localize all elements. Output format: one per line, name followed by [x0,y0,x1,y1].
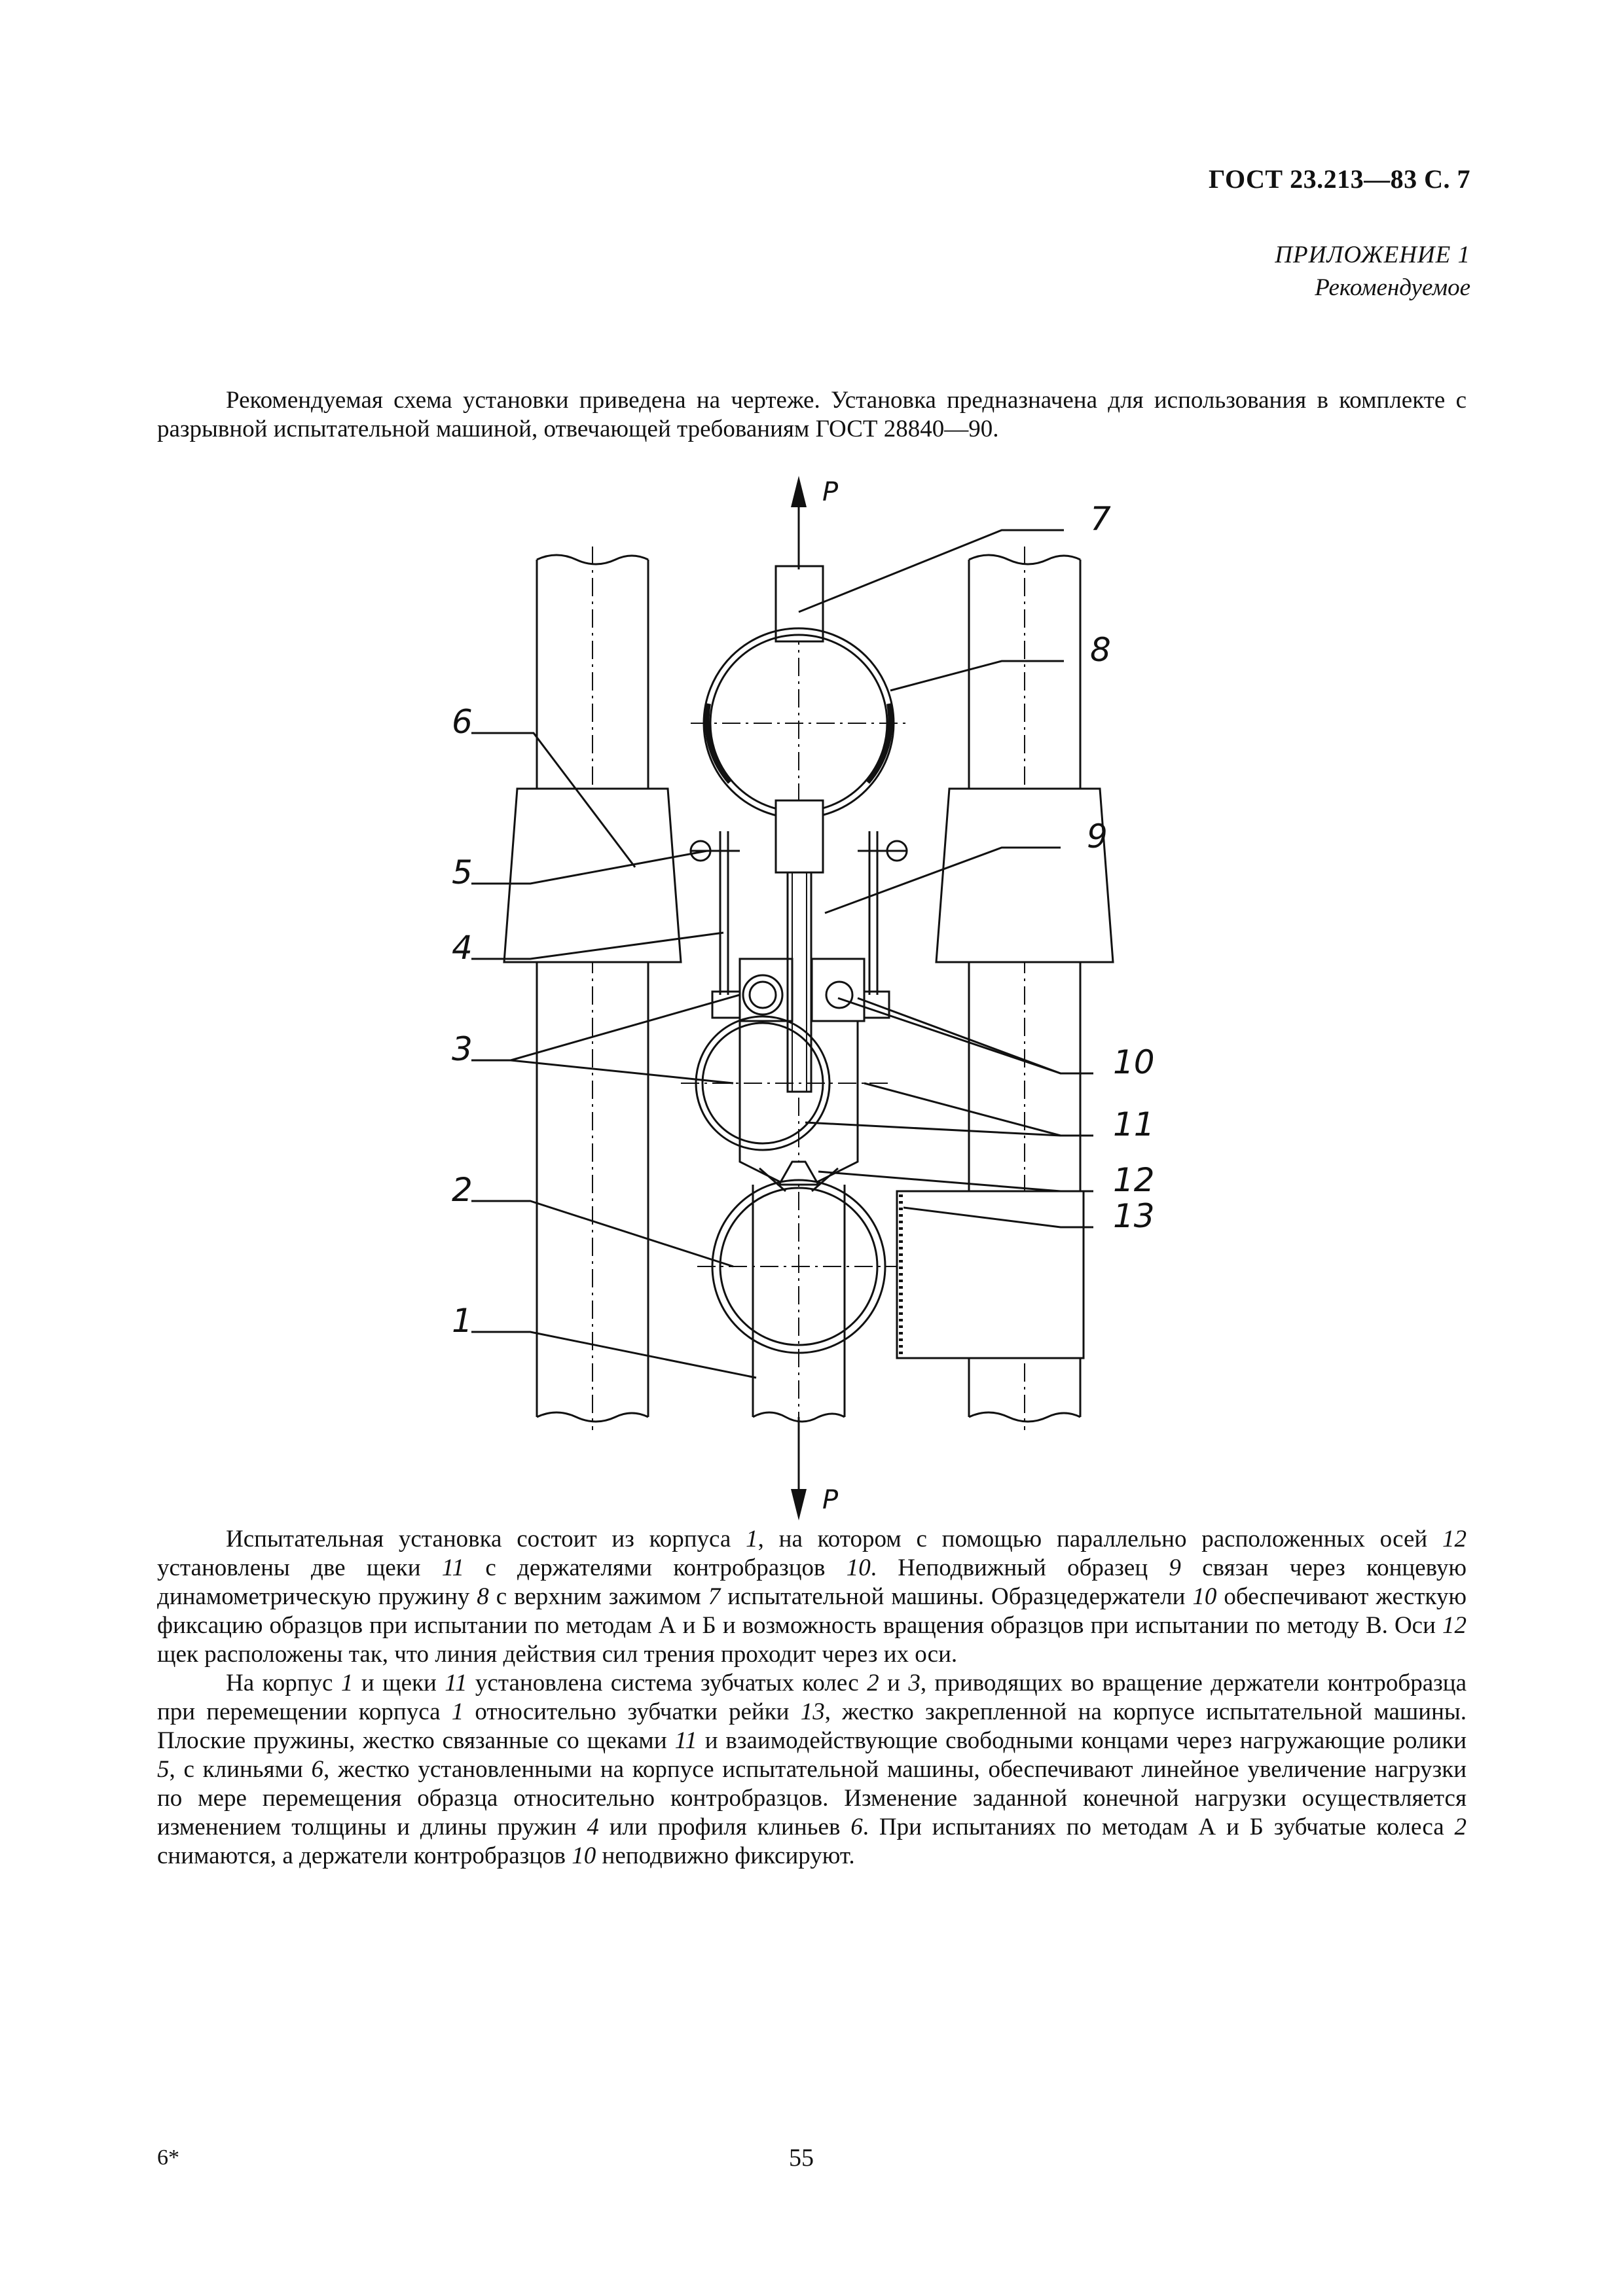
callout-8: 8 [1090,631,1111,669]
callout-7: 7 [1090,500,1111,538]
part-ref: 10 [846,1554,871,1581]
part-ref: 11 [441,1554,465,1581]
text-run: относительно зубчатки рейки [464,1698,801,1725]
part-ref: 4 [587,1814,599,1840]
text-run: с верхним зажимом [488,1583,708,1610]
text-run: , на котором с помощью параллельно расположенных осей [757,1526,1442,1552]
callout-12: 12 [1113,1161,1155,1199]
document-code: ГОСТ 23.213—83 С. 7 [1208,164,1470,194]
text-run: Испытательная установка состоит из корпуса [226,1526,746,1552]
callout-6: 6 [452,703,473,741]
installation-diagram [432,475,1205,1522]
text-run: щек расположены так, что линия действия сил трения проходит через их оси. [157,1641,958,1668]
text-run: связан через концевую динамометрическую пружину [157,1554,1467,1610]
appendix-title: ПРИЛОЖЕНИЕ 1 [1275,242,1470,268]
callout-10: 10 [1113,1043,1155,1081]
callout-2: 2 [452,1171,473,1209]
callout-1: 1 [452,1302,473,1340]
text-run: установлена система зубчатых колес [467,1670,867,1696]
part-ref: 11 [674,1727,697,1754]
text-run: , жестко установленными на корпусе испытательной машины, обеспечивают линейное увеличение нагрузки по мере перемещения образца относительно контробразцов. Изменение заданной конечной нагрузки осуществляется изменением толщины и длины пружин [157,1756,1467,1840]
callout-13: 13 [1113,1197,1155,1235]
text-run: с держателями контробразцов [464,1554,847,1581]
callout-9: 9 [1087,817,1108,855]
part-ref: 5 [157,1756,170,1783]
part-ref: 10 [1192,1583,1217,1610]
intro-text: Рекомендуемая схема установки приведена на чертеже. Установка предназначена для использования в комплекте с разрывной испытательной машиной, отвечающей требованиям ГОСТ 28840—90. [157,387,1467,442]
force-label-top: P [822,477,839,507]
text-run: или профиля клиньев [598,1814,851,1840]
text-run: обеспечивают жесткую фиксацию образцов при испытании по методам А и Б и возможность вращения образцов при испытании по методу В. Оси [157,1583,1467,1639]
callout-5: 5 [452,853,473,891]
description-paragraph-1 [157,1525,1467,1669]
part-ref: 1 [340,1670,354,1696]
text-run: . Неподвижный образец [870,1554,1169,1581]
callout-11: 11 [1113,1105,1155,1143]
part-ref: 1 [746,1526,758,1552]
description-section [157,1525,1467,1871]
part-ref: 11 [445,1670,467,1696]
part-ref: 7 [708,1583,721,1610]
part-ref: 10 [572,1842,596,1869]
text-run: , с клиньями [169,1756,312,1783]
callout-4: 4 [452,929,473,967]
text-run: неподвижно фиксируют. [596,1842,855,1869]
part-ref: 1 [451,1698,464,1725]
text-run: и щеки [353,1670,445,1696]
part-ref: 6 [850,1814,863,1840]
footer-signature-mark: 6* [157,2145,179,2170]
part-ref: 12 [1442,1612,1467,1639]
part-ref: 6 [311,1756,324,1783]
intro-paragraph [157,386,1467,444]
force-label-bottom: P [822,1485,839,1515]
text-run: , приводящих во вращение держатели контробразца при перемещении корпуса [157,1670,1467,1725]
text-run: испытательной машины. Образцедержатели [720,1583,1193,1610]
callout-3: 3 [452,1030,473,1068]
page-number: 55 [789,2144,814,2172]
part-ref: 3 [908,1670,921,1696]
part-ref: 2 [1454,1814,1467,1840]
part-ref: 2 [867,1670,879,1696]
description-paragraph-2 [157,1669,1467,1871]
part-ref: 12 [1442,1526,1467,1552]
text-run: и [879,1670,909,1696]
part-ref: 8 [477,1583,489,1610]
text-run: На корпус [226,1670,341,1696]
appendix-status: Рекомендуемое [1315,274,1470,301]
text-run: и взаимодействующие свободными концами через нагружающие ролики [697,1727,1467,1754]
text-run: , жестко закрепленной на корпусе испытательной машины. Плоские пружины, жестко связанные со щеками [157,1698,1467,1754]
text-run: установлены две щеки [157,1554,442,1581]
text-run: снимаются, а держатели контробразцов [157,1842,572,1869]
text-run: . При испытаниях по методам А и Б зубчатые колеса [862,1814,1455,1840]
part-ref: 9 [1169,1554,1181,1581]
part-ref: 13 [800,1698,825,1725]
